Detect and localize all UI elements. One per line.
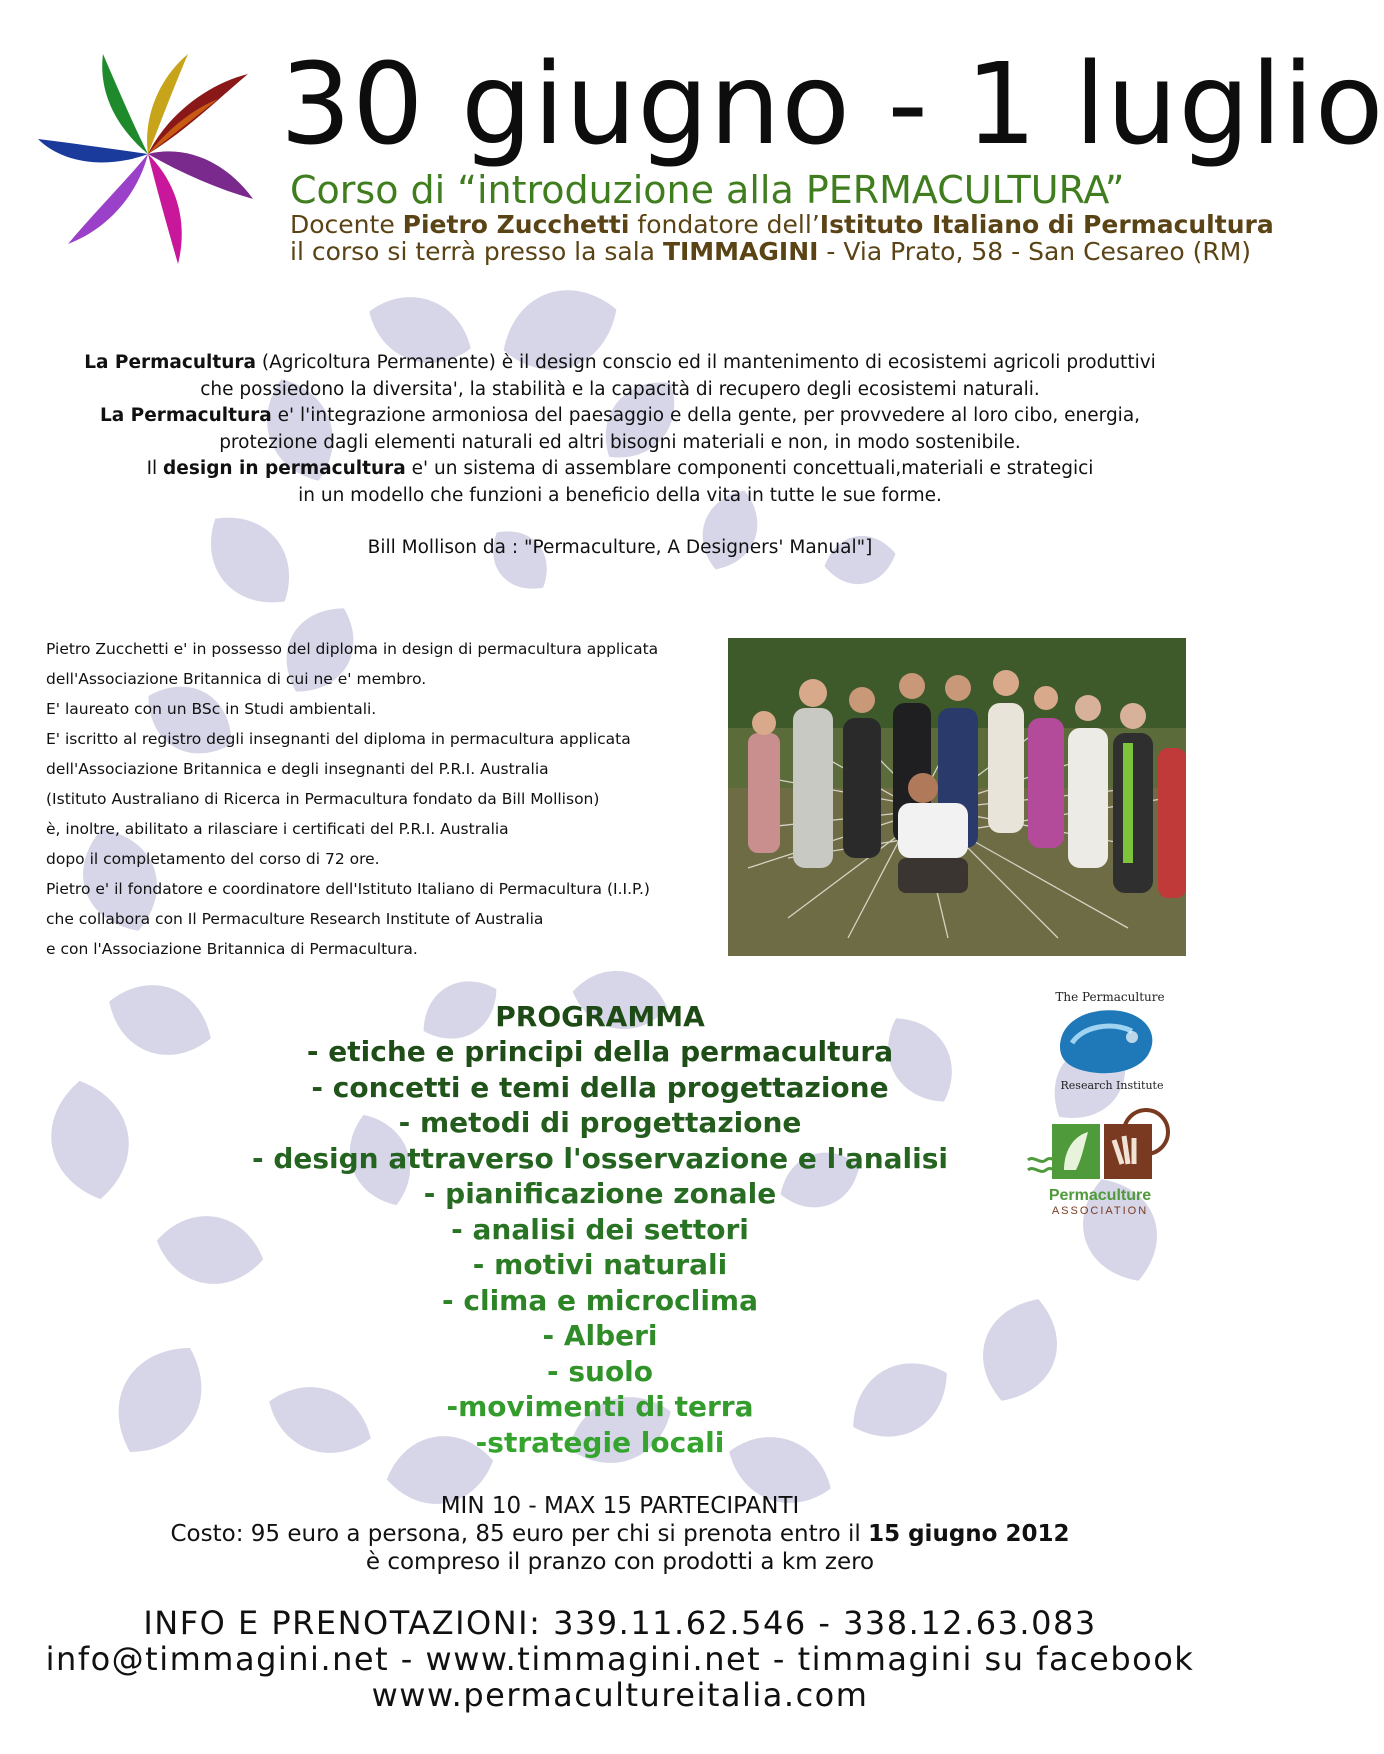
intro-definition	[0, 350, 1240, 562]
program-item: - motivi naturali	[472, 1248, 728, 1281]
intro-line: in un modello che funzioni a beneficio della vita in tutte le sue forme.	[298, 484, 942, 506]
bio-line: dell'Associazione Britannica e degli insegnanti del P.R.I. Australia	[46, 760, 549, 778]
bio-line: (Istituto Australiano di Ricerca in Permacultura fondato da Bill Mollison)	[46, 790, 600, 808]
cost-deadline: 15 giugno 2012	[868, 1521, 1070, 1547]
pa-logo-line1: Permaculture	[1048, 1187, 1152, 1204]
intro-bold: design in permacultura	[163, 458, 406, 479]
info-phones: INFO E PRENOTAZIONI: 339.11.62.546 - 338.12.63.083	[143, 1604, 1097, 1642]
program-item: - concetti e temi della progettazione	[311, 1070, 889, 1104]
program-items	[190, 1034, 1010, 1460]
program-item: - metodi di progettazione	[398, 1106, 802, 1139]
teacher-bio	[46, 634, 726, 964]
group-photo	[728, 638, 1186, 956]
bio-line: dell'Associazione Britannica di cui ne e' membro.	[46, 670, 427, 688]
intro-line	[0, 350, 1240, 377]
intro-text: (Agricoltura Permanente) è il design conscio ed il mantenimento di ecosistemi agricoli produttivi	[256, 352, 1156, 373]
teacher-prefix: Docente	[290, 210, 403, 239]
program-item: - suolo	[546, 1354, 654, 1388]
intro-line: protezione dagli elementi naturali ed altri bisogni materiali e non, in modo sostenibile.	[219, 431, 1021, 453]
bio-line: Pietro Zucchetti e' in possesso del diploma in design di permacultura applicata	[46, 640, 659, 658]
event-date: 30 giugno - 1 luglio	[280, 40, 1384, 170]
participants-and-cost	[0, 1492, 1240, 1576]
intro-line	[0, 403, 1240, 430]
program-item: - analisi dei settori	[451, 1212, 749, 1246]
teacher-mid: fondatore dell’	[629, 210, 820, 239]
intro-text: e' l'integrazione armoniosa del paesaggio e della gente, per provvedere al loro cibo, energia,	[271, 405, 1141, 426]
venue-prefix: il corso si terrà presso la sala	[290, 237, 663, 266]
contact-info	[0, 1605, 1240, 1713]
permaculture-research-institute-logo	[1040, 985, 1180, 1095]
program-item: -movimenti di terra	[446, 1390, 754, 1423]
lunch-note: è compreso il pranzo con prodotti a km zero	[365, 1549, 875, 1575]
swirl-logo	[28, 34, 268, 274]
bio-line: dopo il completamento del corso di 72 ore.	[46, 850, 380, 868]
bio-line: e con l'Associazione Britannica di Permacultura.	[46, 940, 418, 958]
venue-suffix: - Via Prato, 58 - San Cesareo (RM)	[818, 237, 1252, 266]
quote-attribution: Bill Mollison da : "Permaculture, A Designers' Manual"]	[367, 537, 873, 558]
teacher-line	[290, 210, 1274, 239]
institute-name: Istituto Italiano di Permacultura	[819, 210, 1274, 239]
intro-line: che possiedono la diversita', la stabilità e la capacità di recupero degli ecosistemi naturali.	[200, 378, 1040, 400]
cost-line	[0, 1520, 1240, 1548]
permaculture-site: www.permacultureitalia.com	[371, 1676, 869, 1714]
contact-web: info@timmagini.net - www.timmagini.net - timmagini su facebook	[45, 1640, 1195, 1678]
participants-limit: MIN 10 - MAX 15 PARTECIPANTI	[440, 1493, 800, 1519]
program-item: - Alberi	[542, 1319, 658, 1352]
venue-name: TIMMAGINI	[662, 237, 819, 266]
program-item: - etiche e principi della permacultura	[306, 1035, 894, 1068]
permaculture-association-logo	[1028, 1110, 1188, 1225]
program-heading: PROGRAMMA	[495, 1000, 705, 1033]
course-title: Corso di “introduzione alla PERMACULTURA”	[290, 168, 1125, 212]
intro-text: Il	[146, 458, 164, 479]
intro-bold: La Permacultura	[84, 352, 256, 373]
program-list	[190, 1000, 1010, 1460]
intro-text: e' un sistema di assemblare componenti concettuali,materiali e strategici	[405, 458, 1094, 479]
program-item: - pianificazione zonale	[423, 1177, 777, 1210]
teacher-name: Pietro Zucchetti	[402, 210, 630, 239]
bio-line: Pietro e' il fondatore e coordinatore dell'Istituto Italiano di Permacultura (I.I.P.)	[46, 880, 650, 898]
bio-line: che collabora con Il Permaculture Research Institute of Australia	[46, 910, 544, 928]
program-item: - design attraverso l'osservazione e l'analisi	[251, 1141, 949, 1175]
cost-text: Costo: 95 euro a persona, 85 euro per chi si prenota entro il	[170, 1521, 869, 1547]
bio-line: è, inoltre, abilitato a rilasciare i certificati del P.R.I. Australia	[46, 820, 509, 838]
intro-line	[0, 456, 1240, 483]
pri-logo-top-text: The Permaculture	[1055, 990, 1165, 1004]
program-item: - clima e microclima	[442, 1283, 758, 1317]
pa-logo-line2: ASSOCIATION	[1051, 1205, 1149, 1217]
intro-bold: La Permacultura	[99, 405, 272, 426]
program-item: -strategie locali	[475, 1425, 725, 1459]
venue-line	[290, 237, 1251, 266]
bio-line: E' laureato con un BSc in Studi ambientali.	[46, 700, 377, 718]
pri-logo-bottom-text: Research Institute	[1060, 1079, 1164, 1092]
bio-line: E' iscritto al registro degli insegnanti del diploma in permacultura applicata	[46, 730, 631, 748]
